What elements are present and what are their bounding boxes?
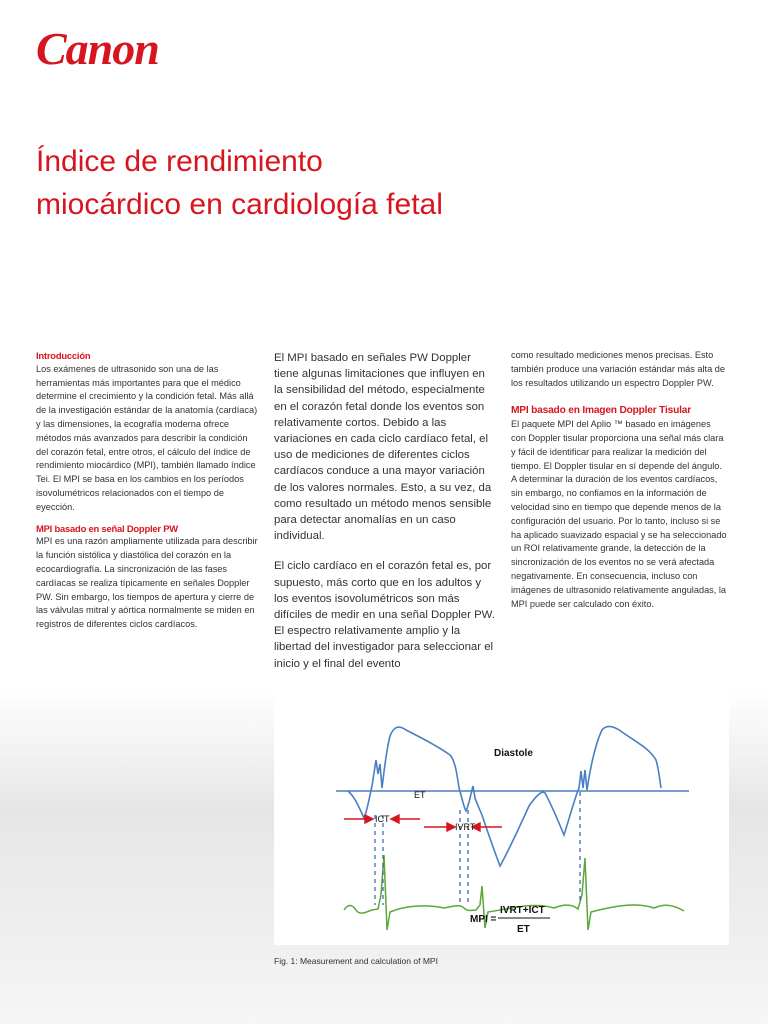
tissue-heading: MPI basado en Imagen Doppler Tisular xyxy=(511,405,691,417)
mpi-figure xyxy=(274,690,729,945)
page-title xyxy=(36,140,596,226)
formula-lhs: MPI = xyxy=(470,914,497,925)
column-2 xyxy=(274,350,496,672)
mpi-formula xyxy=(470,905,550,935)
col2-paragraph-2: El ciclo cardíaco en el corazón fetal es, por supuesto, más corto que en los adultos y los eventos isovolumétricos son más difíciles de medir en una señal Doppler PW. El espectro relativamente amplio y la libertad del investigador para seleccionar el inicio y el final del evento xyxy=(274,560,495,670)
column-3 xyxy=(511,349,727,611)
pw-paragraph: MPI es una razón ampliamente utilizada para describir la función sistólica y diastólica del corazón en la ecocardiografía. La sincronización de las fases cardíacas se realiza típicamente en señales Doppler PW. Sin embargo, los tiempos de apertura y cierre de las válvulas mitral y aórtica normalmente se miden en registros de diferentes ciclos cardíacos. xyxy=(36,536,258,630)
figure-caption: Fig. 1: Measurement and calculation of MPI xyxy=(274,956,438,966)
formula-denominator: ET xyxy=(517,924,530,935)
column-1 xyxy=(36,349,258,632)
et-label: ET xyxy=(414,790,426,800)
ict-label: ICT xyxy=(375,814,390,824)
intro-heading: Introducción xyxy=(36,350,91,361)
col3-paragraph-1: como resultado mediciones menos precisas. Esto también produce una variación estándar más alta de los resultados utilizando un espectro Doppler PW. xyxy=(511,350,725,388)
title-line-2: miocárdico en cardiología fetal xyxy=(36,188,443,222)
pw-heading: MPI basado en señal Doppler PW xyxy=(36,522,178,534)
intro-paragraph: Los exámenes de ultrasonido son una de las herramientas más importantes para que el médico determine el crecimiento y la condición fetal. Más allá de la investigación estándar de la anatomía (cardíaca) y las dimensiones, la ecografía moderna ofrece métodos más avanzados para describir la condición del corazón fetal, entre otros, el cálculo del índice de rendimiento miocárdico (MPI), también llamado índice Tei. El MPI se basa en los cambios en los períodos isovolumétricos relacionados con el tiempo de eyección. xyxy=(36,363,258,512)
title-line-1: Índice de rendimiento xyxy=(36,145,323,179)
ivrt-label: IVRT xyxy=(455,822,476,832)
canon-logo: Canon xyxy=(36,23,159,74)
tissue-paragraph: El paquete MPI del Aplio ™ basado en imágenes con Doppler tisular proporciona una señal más clara y fácil de identificar para realizar la medición del tiempo. El Doppler tisular en sí depende del ángulo. A determinar la duración de los eventos cardíacos, sin embargo, no confiamos en la información de velocidad sino en tiempo que depende menos de la configuración del usuario. Por lo tanto, incluso si se ha aplicado suavizado espacial y se ha seleccionado un ROI relativamente grande, la detección de la sincronización de los eventos no se verá afectada negativamente. En consecuencia, incluso con imágenes de ultrasonido relativamente anguladas, la MPI puede ser calculado con éxito. xyxy=(511,419,727,609)
timing-markers xyxy=(375,792,580,905)
ecg-waveform xyxy=(344,855,684,930)
formula-numerator: IVRT+ICT xyxy=(500,905,545,916)
diastole-label: Diastole xyxy=(494,748,533,759)
col2-paragraph-1: El MPI basado en señales PW Doppler tiene algunas limitaciones que influyen en la sensibilidad del método, especialmente en el corazón fetal donde los eventos son relativamente cortos. Debido a las variaciones en cada ciclo cardíaco fetal, el uso de mediciones de diferentes ciclos cardíacos conduce a una mayor variación de los valores normales. Esto, a su vez, da como resultado un método menos sensible para detectar anomalías en un caso individual. xyxy=(274,352,492,543)
